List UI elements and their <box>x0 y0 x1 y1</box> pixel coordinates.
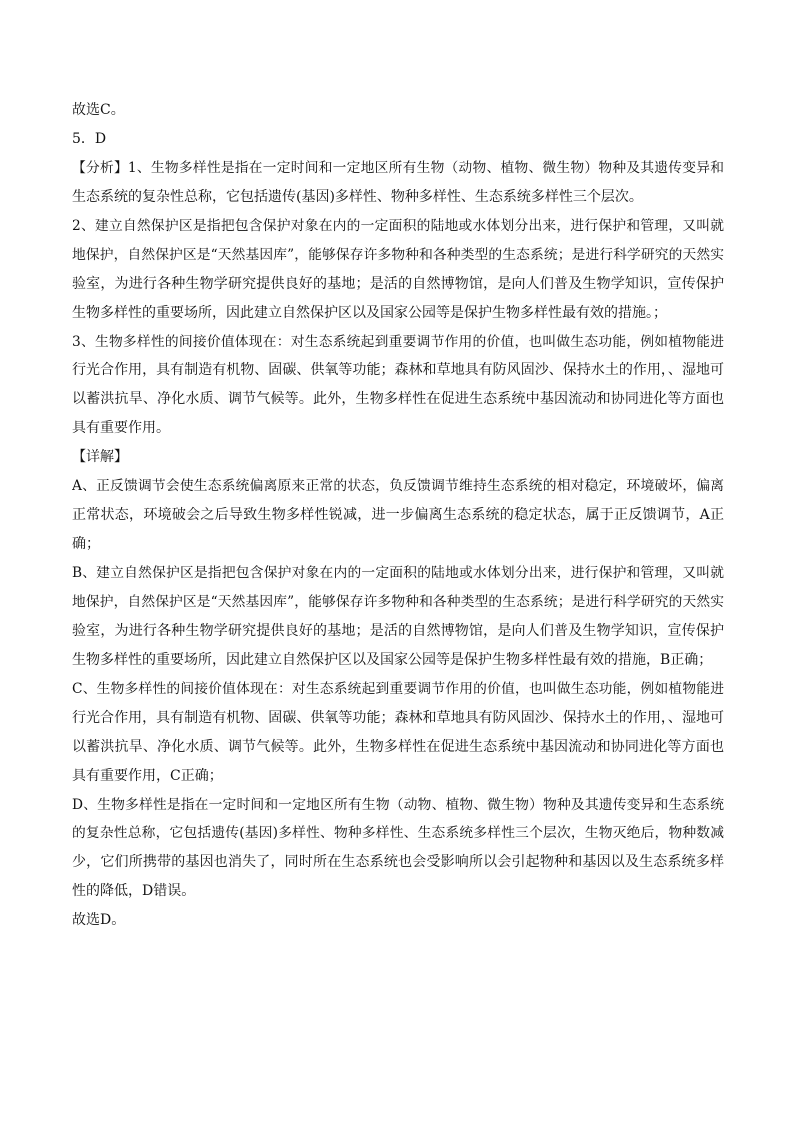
text-line: 确； <box>72 536 100 553</box>
text-line: 2、建立自然保护区是指把包含保护对象在内的一定面积的陆地或水体划分出来，进行保护和管理，又叫就 <box>72 217 724 234</box>
text-line: 的复杂性总称，它包括遗传(基因)多样性、物种多样性、生态系统多样性三个层次，生物灭绝后，物种数减 <box>72 825 724 842</box>
text-line: 行光合作用，具有制造有机物、固碳、供氧等功能；森林和草地具有防风固沙、保持水土的作用，、湿地可 <box>72 709 724 726</box>
text-line: B、建立自然保护区是指把包含保护对象在内的一定面积的陆地或水体划分出来，进行保护和管理，又叫就 <box>72 565 724 581</box>
text-line: 具有重要作用。 <box>72 420 170 437</box>
text-line: 验室，为进行各种生物学研究提供良好的基地；是活的自然博物馆，是向人们普及生物学知识，宣传保护 <box>72 622 724 639</box>
text-line: D、生物多样性是指在一定时间和一定地区所有生物（动物、植物、微生物）物种及其遗传变异和生态系统 <box>72 796 724 813</box>
text-line: 【分析】1、生物多样性是指在一定时间和一定地区所有生物（动物、植物、微生物）物种及其遗传变异和 <box>72 159 724 176</box>
text-line: 故选D。 <box>72 912 126 929</box>
text-line: 生物多样性的重要场所，因此建立自然保护区以及国家公园等是保护生物多样性最有效的措施，B正确； <box>72 651 713 668</box>
text-line: 以蓄洪抗旱、净化水质、调节气候等。此外，生物多样性在促进生态系统中基因流动和协同进化等方面也 <box>72 391 724 408</box>
text-line: 5．D <box>72 130 107 147</box>
text-line: 【详解】 <box>72 449 128 466</box>
text-line: 地保护，自然保护区是“天然基因库”，能够保存许多物种和各种类型的生态系统；是进行科学研究的天然实 <box>72 246 724 263</box>
text-line: 行光合作用，具有制造有机物、固碳、供氧等功能；森林和草地具有防风固沙、保持水土的作用，、湿地可 <box>72 362 724 379</box>
text-line: 地保护，自然保护区是“天然基因库”，能够保存许多物种和各种类型的生态系统；是进行科学研究的天然实 <box>72 593 724 610</box>
text-line: 故选C。 <box>72 102 125 118</box>
text-line: 正常状态，环境破会之后导致生物多样性锐减，进一步偏离生态系统的稳定状态，属于正反馈调节，A正 <box>72 507 724 524</box>
text-line: 生态系统的复杂性总称，它包括遗传(基因)多样性、物种多样性、生态系统多样性三个层次。 <box>72 188 643 205</box>
text-line: 3、生物多样性的间接价值体现在：对生态系统起到重要调节作用的价值，也叫做生态功能，例如植物能进 <box>72 333 724 350</box>
text-line: 验室，为进行各种生物学研究提供良好的基地；是活的自然博物馆，是向人们普及生物学知识，宣传保护 <box>72 275 724 292</box>
text-line: 生物多样性的重要场所，因此建立自然保护区以及国家公园等是保护生物多样性最有效的措施。； <box>72 304 667 321</box>
text-line: 具有重要作用，C正确； <box>72 767 223 784</box>
text-line: 少，它们所携带的基因也消失了，同时所在生态系统也会受影响所以会引起物种和基因以及生态系统多样 <box>72 854 724 871</box>
text-line: 性的降低，D错误。 <box>72 883 196 900</box>
text-line: C、生物多样性的间接价值体现在：对生态系统起到重要调节作用的价值，也叫做生态功能，例如植物能进 <box>72 680 724 697</box>
document-body <box>72 96 724 935</box>
text-line: 以蓄洪抗旱、净化水质、调节气候等。此外，生物多样性在促进生态系统中基因流动和协同进化等方面也 <box>72 738 724 755</box>
text-line: A、正反馈调节会使生态系统偏离原来正常的状态，负反馈调节维持生态系统的相对稳定，环境破坏，偏离 <box>72 478 724 495</box>
